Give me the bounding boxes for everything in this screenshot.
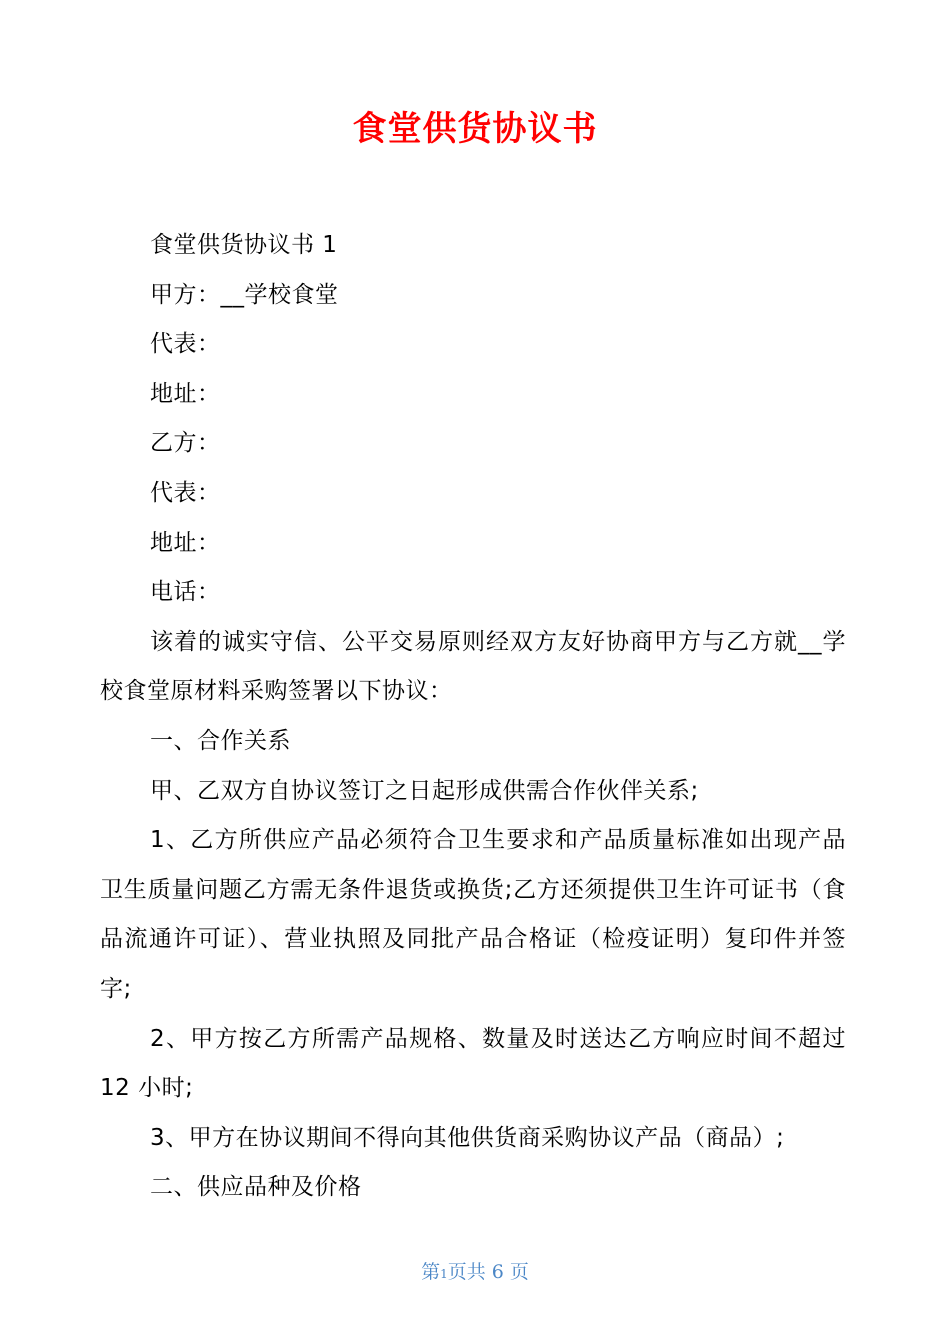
footer-suffix: 页共 6 页 xyxy=(447,1261,529,1283)
clause-1: 1、乙方所供应产品必须符合卫生要求和产品质量标准如出现产品卫生质量问题乙方需无条件退货或换货;乙方还须提供卫生许可证书（食品流通许可证）、营业执照及同批产品合格证（检疫证明）复印件并签字; xyxy=(100,827,846,1002)
party-b-address: 地址： xyxy=(150,529,221,556)
page-footer xyxy=(0,1258,950,1288)
section-heading-supply: 二、供应品种及价格 xyxy=(150,1174,362,1201)
party-a-representative: 代表： xyxy=(150,331,221,358)
paragraph-heading: 食堂供货协议书 1 xyxy=(150,232,338,258)
clause-3: 3、甲方在协议期间不得向其他供货商采购协议产品（商品）; xyxy=(150,1124,785,1151)
party-b-representative: 代表： xyxy=(150,479,221,506)
footer-prefix: 第 xyxy=(421,1261,441,1283)
document-body xyxy=(100,221,854,1213)
party-a-address: 地址： xyxy=(150,380,221,407)
footer-page-number: 1 xyxy=(440,1267,448,1281)
preamble-paragraph: 该着的诚实守信、公平交易原则经双方友好协商甲方与乙方就__学校食堂原材料采购签署以下协议： xyxy=(100,628,846,705)
clause-2: 2、甲方按乙方所需产品规格、数量及时送达乙方响应时间不超过 12 小时; xyxy=(100,1025,854,1102)
cooperation-paragraph: 甲、乙双方自协议签订之日起形成供需合作伙伴关系; xyxy=(150,777,699,804)
section-heading-cooperation: 一、合作关系 xyxy=(150,727,291,754)
party-b-line: 乙方： xyxy=(150,430,221,457)
party-b-phone: 电话： xyxy=(150,579,221,606)
party-a-line: 甲方：__学校食堂 xyxy=(150,281,339,308)
document-title: 食堂供货协议书 xyxy=(352,109,598,149)
